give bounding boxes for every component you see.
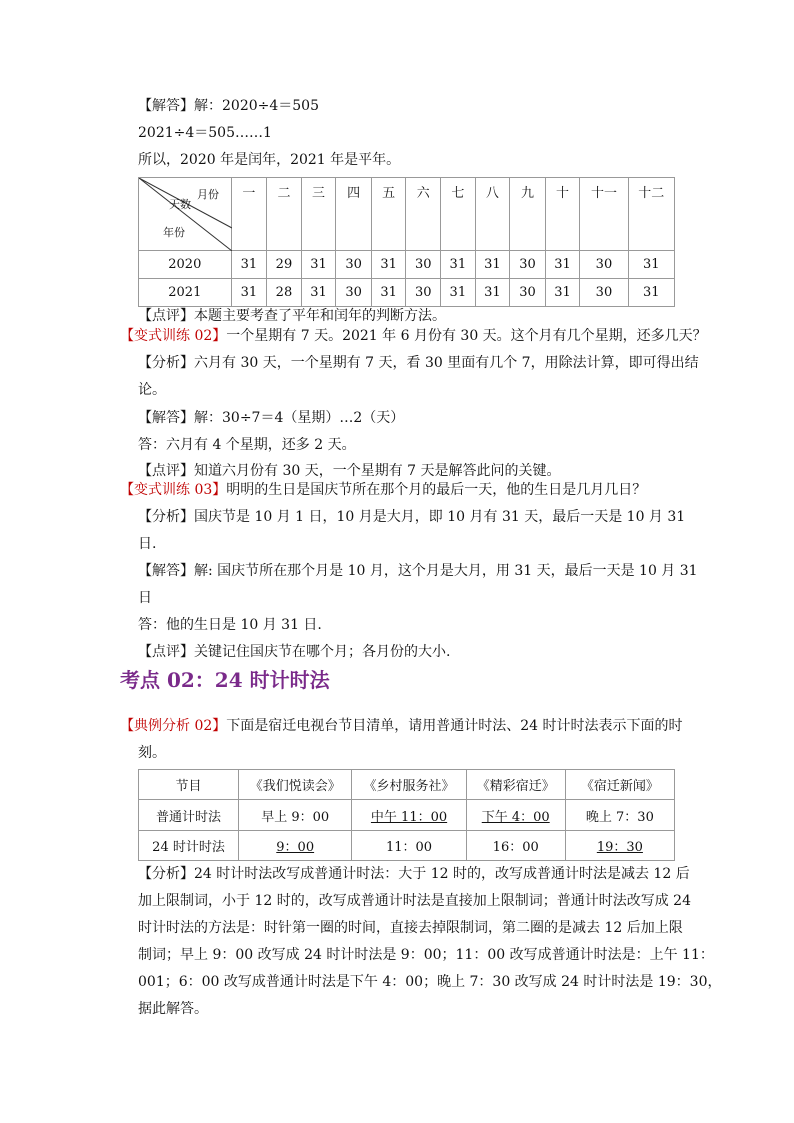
day-cell: 30 <box>580 279 628 307</box>
month-header: 一 <box>231 178 267 251</box>
header-cell: 《宿迁新闻》 <box>565 770 674 800</box>
typical-02-analysis-5: 001；6：00 改写成普通计时法是下午 4：00；晚上 7：30 改写成 24 时计时法是 19：30， <box>138 974 722 990</box>
exercise-02-analysis-2: 论。 <box>138 382 166 398</box>
time-cell: 下午 4：00 <box>466 800 565 831</box>
exercise-02-tag: 【变式训练 02】 <box>120 328 227 344</box>
exercise-02-comment: 【点评】知道六月份有 30 天，一个星期有 7 天是解答此问的关键。 <box>138 463 561 479</box>
row-label: 普通计时法 <box>139 800 239 831</box>
day-cell: 31 <box>628 279 674 307</box>
month-header: 十二 <box>628 178 674 251</box>
day-cell: 30 <box>336 279 372 307</box>
time-cell: 19：30 <box>565 831 674 861</box>
exercise-03-tag: 【变式训练 03】 <box>120 482 227 498</box>
answer-line-3: 所以，2020 年是闰年，2021 年是平年。 <box>138 152 401 168</box>
answer-line-2: 2021÷4＝505……1 <box>138 125 272 141</box>
day-cell: 30 <box>406 279 441 307</box>
month-header: 四 <box>336 178 372 251</box>
month-header: 十 <box>545 178 580 251</box>
typical-02-tag: 【典例分析 02】 <box>120 718 227 734</box>
answer-tag: 【解答】 <box>138 98 194 114</box>
day-cell: 29 <box>267 251 302 279</box>
day-cell: 30 <box>510 251 546 279</box>
day-cell: 31 <box>475 279 510 307</box>
year-cell: 2020 <box>139 251 232 279</box>
typical-02-question-1: 【典例分析 02】下面是宿迁电视台节目清单，请用普通计时法、24 时计时法表示下面的时 <box>120 718 683 734</box>
exercise-03-answer-2: 日 <box>138 590 152 606</box>
month-header: 十一 <box>580 178 628 251</box>
header-cell: 《乡村服务社》 <box>352 770 466 800</box>
day-cell: 31 <box>231 251 267 279</box>
exercise-02-reply: 答：六月有 4 个星期，还多 2 天。 <box>138 437 356 453</box>
corner-cell <box>139 178 232 251</box>
comment-text: 本题主要考查了平年和闰年的判断方法。 <box>194 308 446 324</box>
day-cell: 31 <box>475 251 510 279</box>
corner-month-label: 月份 <box>197 188 219 201</box>
typical-02-analysis-2: 加上限制词，小于 12 时的，改写成普通计时法是直接加上限制词；普通计时法改写成 24 <box>138 893 691 909</box>
day-cell: 30 <box>510 279 546 307</box>
month-header: 八 <box>475 178 510 251</box>
typical-02-analysis-6: 据此解答。 <box>138 1001 208 1017</box>
comment-line <box>138 306 446 326</box>
header-cell: 《我们悦读会》 <box>239 770 352 800</box>
exercise-02-question <box>120 326 707 346</box>
time-cell: 中午 11：00 <box>352 800 466 831</box>
table-row <box>139 800 675 831</box>
day-cell: 31 <box>231 279 267 307</box>
day-cell: 31 <box>301 251 336 279</box>
month-header: 七 <box>441 178 476 251</box>
section-heading: 考点 02：24 时计时法 <box>120 668 330 692</box>
exercise-03-analysis-2: 日. <box>138 536 157 552</box>
exercise-03-question <box>120 480 646 500</box>
days-table <box>138 177 675 307</box>
answer-line-1 <box>138 96 319 116</box>
month-header: 三 <box>301 178 336 251</box>
typical-02-analysis-3: 时计时法的方法是：时针第一圈的时间，直接去掉限制词，第二圈的是减去 12 后加上限 <box>138 920 683 936</box>
exercise-02-text: 一个星期有 7 天。2021 年 6 月份有 30 天。这个月有几个星期，还多几天？ <box>226 328 707 344</box>
typical-02-analysis-4: 制词；早上 9：00 改写成 24 时计时法是 9：00；11：00 改写成普通计时法是：上午 11： <box>138 947 714 963</box>
header-cell: 《精彩宿迁》 <box>466 770 565 800</box>
exercise-02-answer: 【解答】解：30÷7＝4（星期）…2（天） <box>138 410 405 426</box>
month-header: 六 <box>406 178 441 251</box>
day-cell: 31 <box>371 279 406 307</box>
day-cell: 31 <box>441 251 476 279</box>
day-cell: 30 <box>406 251 441 279</box>
exercise-02-analysis-1: 【分析】六月有 30 天，一个星期有 7 天，看 30 里面有几个 7，用除法计算，即可得出结 <box>138 355 699 371</box>
time-cell: 早上 9：00 <box>239 800 352 831</box>
tv-schedule-table <box>138 769 675 861</box>
day-cell: 31 <box>628 251 674 279</box>
day-cell: 28 <box>267 279 302 307</box>
corner-year-label: 年份 <box>163 226 185 239</box>
exercise-03-answer-1: 【解答】解: 国庆节所在那个月是 10 月，这个月是大月，用 31 天，最后一天是 10 月 31 <box>138 563 698 579</box>
answer-text: 解：2020÷4＝505 <box>194 98 319 114</box>
exercise-03-analysis-1: 【分析】国庆节是 10 月 1 日，10 月是大月，即 10 月有 31 天，最后一天是 10 月 31 <box>138 509 686 525</box>
time-cell: 16：00 <box>466 831 565 861</box>
typical-02-analysis-1: 【分析】24 时计时法改写成普通计时法：大于 12 时的，改写成普通计时法是减去 12 后 <box>138 866 690 882</box>
table-row <box>139 770 675 800</box>
day-cell: 31 <box>301 279 336 307</box>
month-header: 五 <box>371 178 406 251</box>
day-cell: 31 <box>545 251 580 279</box>
day-cell: 31 <box>371 251 406 279</box>
corner-days-label: 天数 <box>169 198 191 211</box>
table-row <box>139 251 675 279</box>
comment-tag: 【点评】 <box>138 308 194 324</box>
time-cell: 9：00 <box>239 831 352 861</box>
time-cell: 11：00 <box>352 831 466 861</box>
day-cell: 30 <box>336 251 372 279</box>
row-label: 24 时计时法 <box>139 831 239 861</box>
table-row <box>139 279 675 307</box>
exercise-03-text: 明明的生日是国庆节所在那个月的最后一天，他的生日是几月几日？ <box>226 482 647 498</box>
time-cell: 晚上 7：30 <box>565 800 674 831</box>
day-cell: 31 <box>545 279 580 307</box>
header-cell: 节目 <box>139 770 239 800</box>
exercise-03-comment: 【点评】关键记住国庆节在哪个月；各月份的大小. <box>138 644 451 660</box>
day-cell: 30 <box>580 251 628 279</box>
month-header: 二 <box>267 178 302 251</box>
typical-02-question-2: 刻。 <box>138 745 166 761</box>
year-cell: 2021 <box>139 279 232 307</box>
exercise-03-reply: 答：他的生日是 10 月 31 日. <box>138 617 322 633</box>
day-cell: 31 <box>441 279 476 307</box>
table-row <box>139 831 675 861</box>
month-header: 九 <box>510 178 546 251</box>
